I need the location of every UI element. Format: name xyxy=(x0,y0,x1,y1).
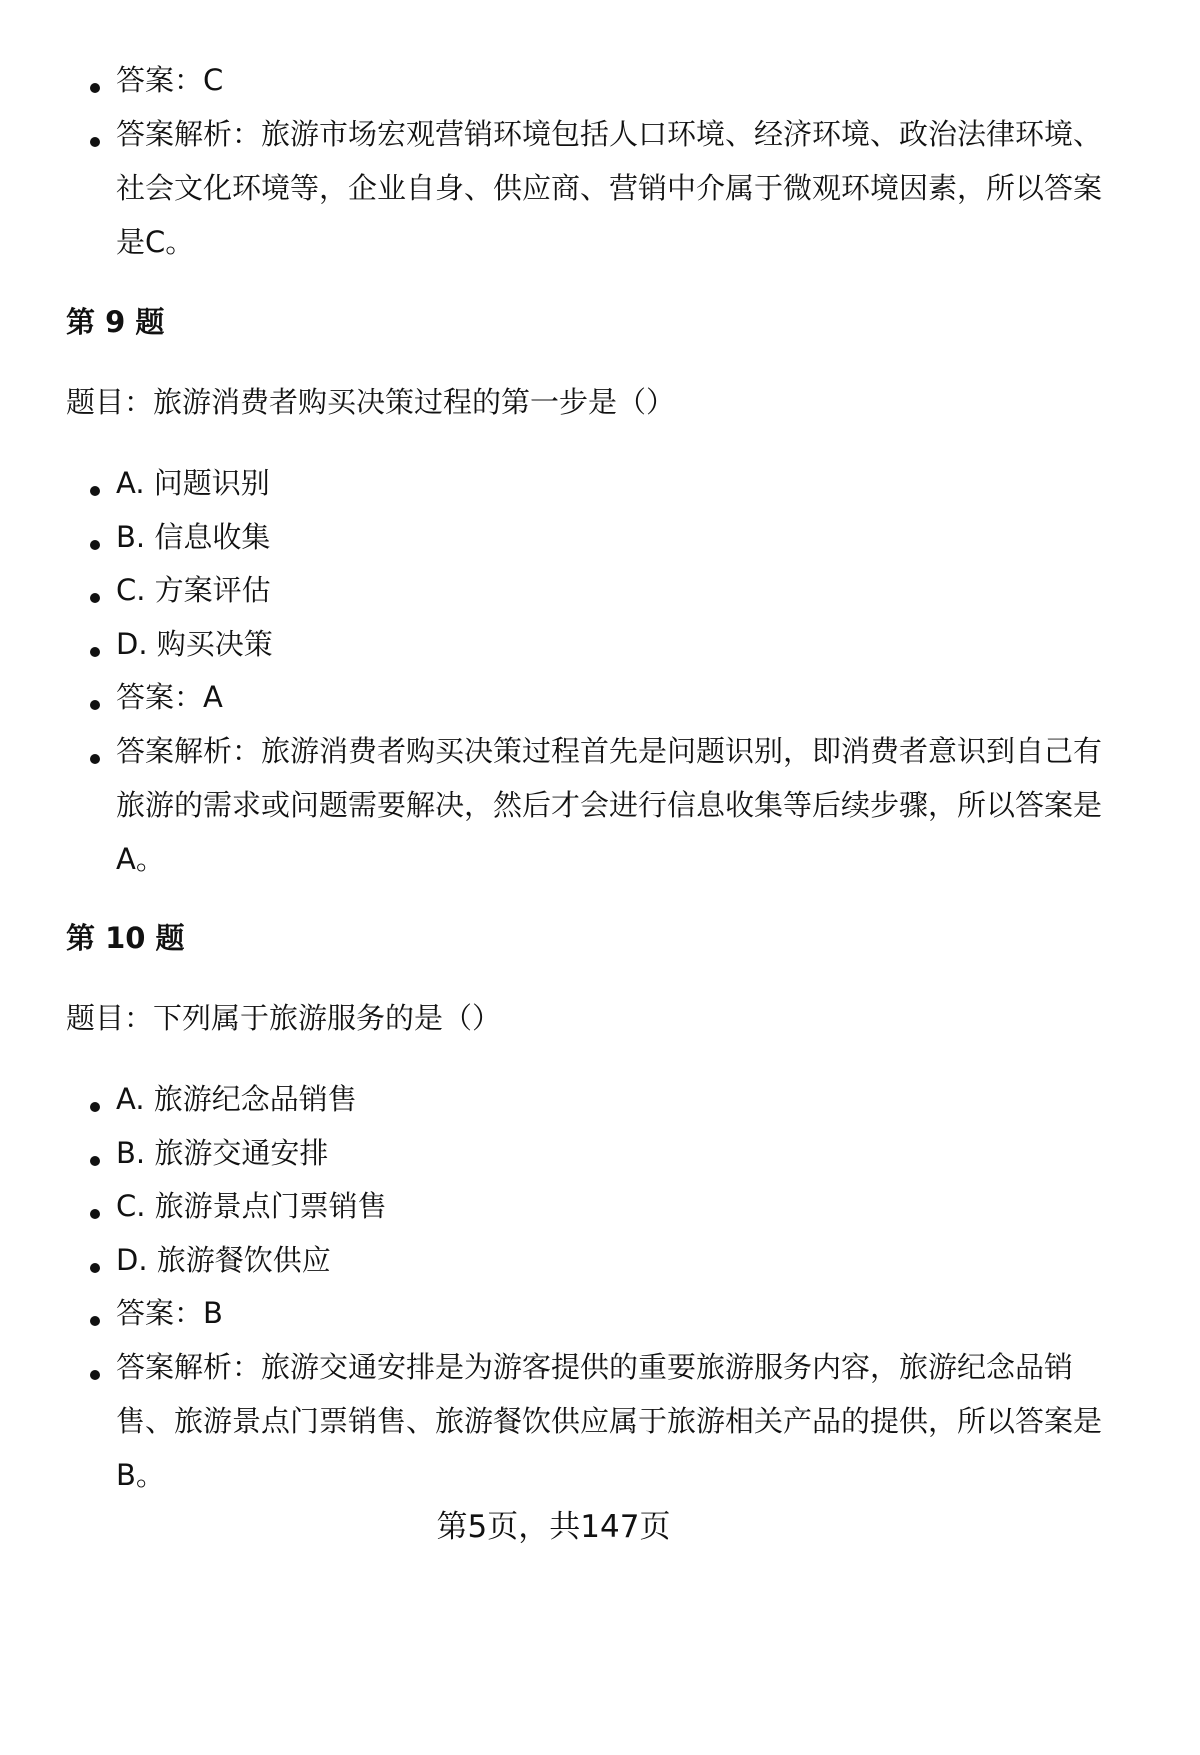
list-bullet xyxy=(90,1209,100,1219)
question-heading: 第 9 题 xyxy=(66,305,165,339)
explanation-line: 答案解析：旅游消费者购买决策过程首先是问题识别，即消费者意识到自己有 xyxy=(116,734,1103,768)
option-a: A. 问题识别 xyxy=(116,466,270,500)
list-bullet xyxy=(90,1102,100,1112)
list-bullet xyxy=(90,83,100,93)
list-bullet xyxy=(90,1156,100,1166)
list-bullet xyxy=(90,700,100,710)
list-bullet xyxy=(90,486,100,496)
explanation-line: 是C。 xyxy=(116,225,195,259)
list-bullet xyxy=(90,593,100,603)
option-b: B. 旅游交通安排 xyxy=(116,1136,329,1170)
answer-text: 答案：C xyxy=(116,63,224,97)
list-bullet xyxy=(90,1263,100,1273)
list-bullet xyxy=(90,754,100,764)
explanation-line: 旅游的需求或问题需要解决，然后才会进行信息收集等后续步骤，所以答案是 xyxy=(116,788,1103,822)
answer-text: 答案：B xyxy=(116,1296,223,1330)
list-bullet xyxy=(90,1370,100,1380)
explanation-line: 答案解析：旅游市场宏观营销环境包括人口环境、经济环境、政治法律环境、 xyxy=(116,117,1103,151)
option-c: C. 旅游景点门票销售 xyxy=(116,1189,387,1223)
explanation-line: 售、旅游景点门票销售、旅游餐饮供应属于旅游相关产品的提供，所以答案是 xyxy=(116,1404,1103,1438)
option-d: D. 购买决策 xyxy=(116,627,273,661)
option-c: C. 方案评估 xyxy=(116,573,271,607)
option-a: A. 旅游纪念品销售 xyxy=(116,1082,357,1116)
question-text: 题目：旅游消费者购买决策过程的第一步是（） xyxy=(66,385,676,419)
answer-text: 答案：A xyxy=(116,680,223,714)
explanation-line: 答案解析：旅游交通安排是为游客提供的重要旅游服务内容，旅游纪念品销 xyxy=(116,1350,1074,1384)
question-heading: 第 10 题 xyxy=(66,921,185,955)
page-indicator: 第5页，共147页 xyxy=(436,1509,671,1545)
explanation-line: B。 xyxy=(116,1458,165,1492)
list-bullet xyxy=(90,1316,100,1326)
option-d: D. 旅游餐饮供应 xyxy=(116,1243,331,1277)
explanation-line: 社会文化环境等，企业自身、供应商、营销中介属于微观环境因素，所以答案 xyxy=(116,171,1103,205)
option-b: B. 信息收集 xyxy=(116,520,271,554)
list-bullet xyxy=(90,540,100,550)
explanation-line: A。 xyxy=(116,842,165,876)
question-text: 题目：下列属于旅游服务的是（） xyxy=(66,1001,502,1035)
list-bullet xyxy=(90,647,100,657)
list-bullet xyxy=(90,137,100,147)
